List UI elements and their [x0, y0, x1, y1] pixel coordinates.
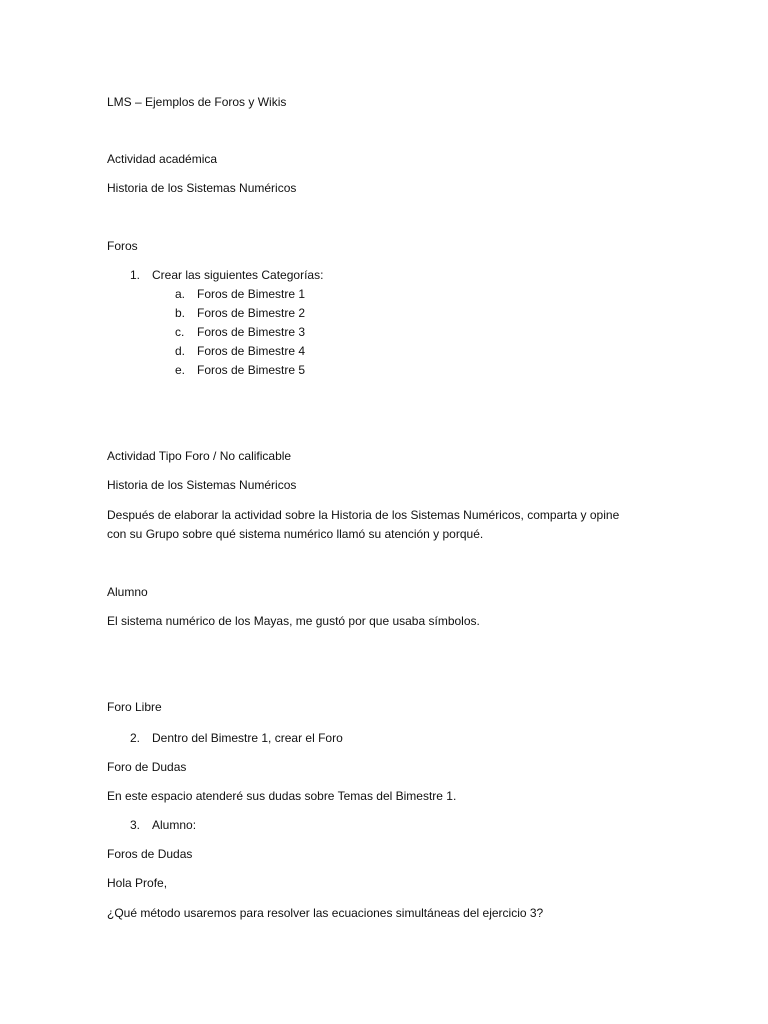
sublist-letter: b. — [175, 306, 186, 320]
sublist-item: Foros de Bimestre 2 — [197, 306, 306, 320]
sublist-letter: d. — [175, 344, 186, 358]
list-item-text: Crear las siguientes Categorías: — [152, 268, 324, 282]
sublist-letter: a. — [175, 287, 186, 301]
sublist-letter: e. — [175, 363, 186, 377]
sublist-letter: c. — [175, 325, 185, 339]
activity2-description-line2: con su Grupo sobre qué sistema numérico llamó su atención y porqué. — [107, 527, 484, 541]
foros-dudas-heading: Foros de Dudas — [107, 847, 193, 861]
dudas-description: En este espacio atenderé sus dudas sobre Temas del Bimestre 1. — [107, 789, 457, 803]
sublist-item: Foros de Bimestre 3 — [197, 325, 306, 339]
activity2-label: Actividad Tipo Foro / No calificable — [107, 449, 292, 463]
sublist-item: Foros de Bimestre 5 — [197, 363, 306, 377]
activity2-topic: Historia de los Sistemas Numéricos — [107, 478, 297, 492]
activity2-description-line1: Después de elaborar la actividad sobre la Historia de los Sistemas Numéricos, comparta y opine — [107, 508, 620, 522]
question: ¿Qué método usaremos para resolver las ecuaciones simultáneas del ejercicio 3? — [107, 906, 544, 920]
greeting: Hola Profe, — [107, 876, 168, 890]
foro-libre-heading: Foro Libre — [107, 700, 162, 714]
foros-heading: Foros — [107, 239, 138, 253]
activity1-label: Actividad académica — [107, 152, 218, 166]
sublist-item: Foros de Bimestre 4 — [197, 344, 306, 358]
list-item-text: Alumno: — [152, 818, 197, 832]
sublist-item: Foros de Bimestre 1 — [197, 287, 306, 301]
document-title: LMS – Ejemplos de Foros y Wikis — [107, 95, 287, 109]
alumno-reply: El sistema numérico de los Mayas, me gustó por que usaba símbolos. — [107, 614, 480, 628]
list-number: 2. — [130, 731, 141, 745]
list-number: 1. — [130, 268, 141, 282]
foro-dudas-heading: Foro de Dudas — [107, 760, 187, 774]
activity1-topic: Historia de los Sistemas Numéricos — [107, 181, 297, 195]
list-number: 3. — [130, 818, 141, 832]
list-item-text: Dentro del Bimestre 1, crear el Foro — [152, 731, 343, 745]
alumno-label: Alumno — [107, 585, 148, 599]
